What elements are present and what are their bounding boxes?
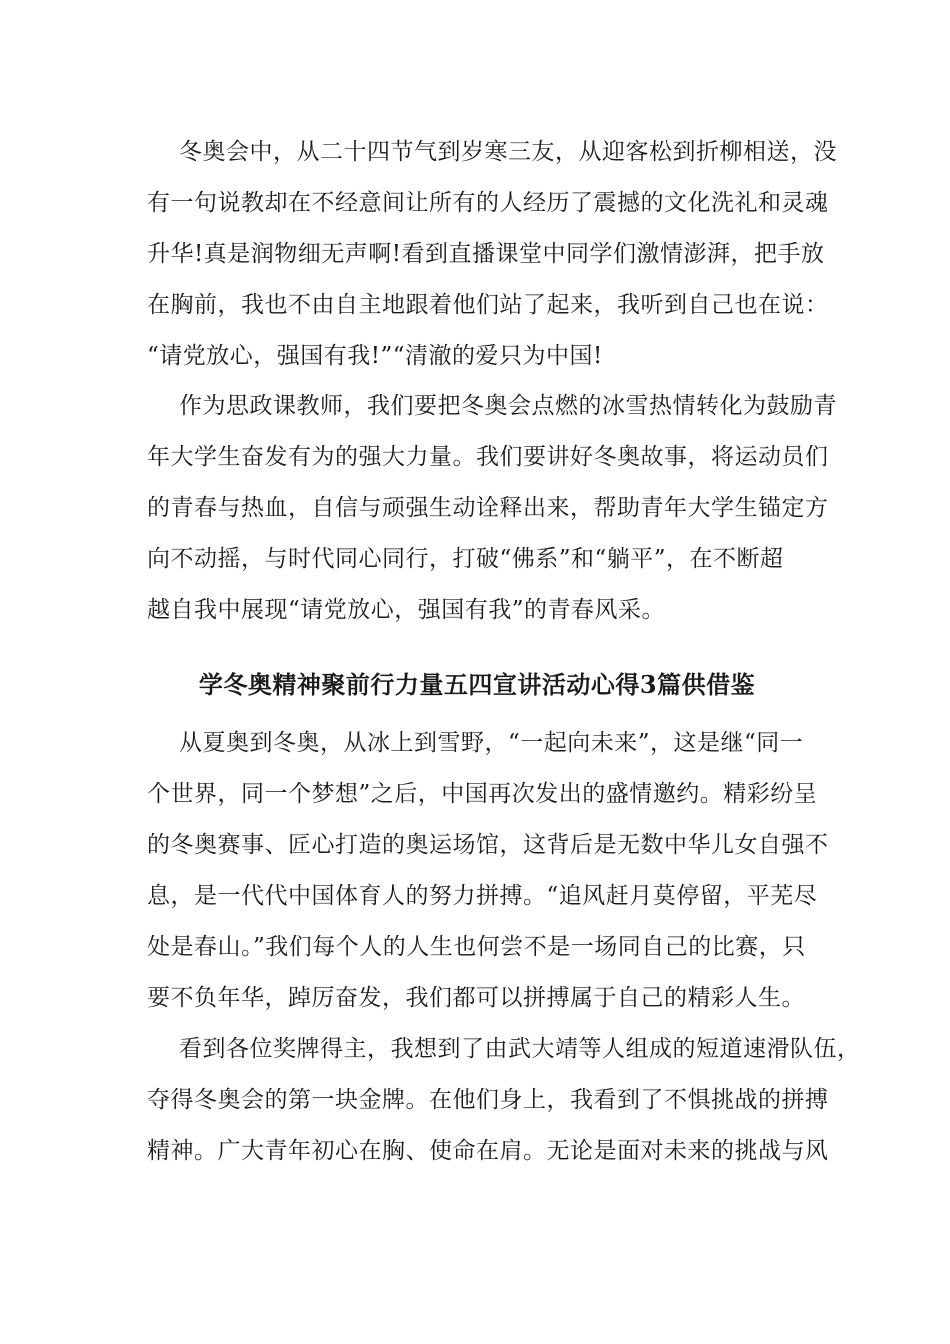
- text-line: 冬奥会中，从二十四节气到岁寒三友，从迎客松到折柳相送，没: [179, 139, 837, 165]
- text-line: 看到各位奖牌得主，我想到了由武大靖等人组成的短道速滑队伍，: [179, 1036, 861, 1062]
- text-line: 向不动摇，与时代同心同行，打破“佛系”和“躺平”，在不断超: [147, 546, 784, 572]
- text-line: 在胸前，我也不由自主地跟着他们站了起来，我听到自己也在说：: [147, 292, 829, 318]
- paragraph-teacher-role: [147, 381, 837, 636]
- text-line: 的青春与热血，自信与顽强生动诠释出来，帮助青年大学生锚定方: [147, 495, 829, 521]
- text-line: 年大学生奋发有为的强大力量。我们要讲好冬奥故事，将运动员们: [147, 444, 829, 470]
- text-line: 的冬奥赛事、匠心打造的奥运场馆，这背后是无数中华儿女自强不: [147, 832, 829, 858]
- text-line: 有一句说教却在不经意间让所有的人经历了震撼的文化洗礼和灵魂: [147, 190, 829, 216]
- paragraph-summer-to-winter: [147, 718, 829, 1024]
- paragraph-medal-winners: [147, 1024, 861, 1177]
- text-line: 处是春山。”我们每个人的人生也何尝不是一场同自己的比赛，只: [147, 934, 806, 960]
- text-line: 个世界，同一个梦想”之后，中国再次发出的盛情邀约。精彩纷呈: [147, 781, 818, 807]
- text-line: 作为思政课教师，我们要把冬奥会点燃的冰雪热情转化为鼓励青: [179, 393, 837, 419]
- section-heading: 学冬奥精神聚前行力量五四宣讲活动心得3篇供借鉴: [198, 670, 756, 699]
- text-line: “请党放心，强国有我!”“清澈的爱只为中国!: [147, 343, 603, 369]
- text-line: 越自我中展现“请党放心，强国有我”的青春风采。: [147, 597, 666, 623]
- text-line: 息，是一代代中国体育人的努力拼搏。“追风赶月莫停留，平芜尽: [147, 883, 818, 909]
- text-line: 要不负年华，踔厉奋发，我们都可以拼搏属于自己的精彩人生。: [147, 985, 805, 1011]
- paragraph-winter-olympics-culture: [147, 127, 837, 382]
- text-line: 从夏奥到冬奥，从冰上到雪野，“一起向未来”，这是继“同一: [179, 730, 804, 756]
- text-line: 夺得冬奥会的第一块金牌。在他们身上，我看到了不惧挑战的拼搏: [147, 1087, 829, 1113]
- text-line: 精神。广大青年初心在胸、使命在肩。无论是面对未来的挑战与风: [147, 1138, 829, 1164]
- text-line: 升华!真是润物细无声啊!看到直播课堂中同学们激情澎湃，把手放: [147, 241, 825, 267]
